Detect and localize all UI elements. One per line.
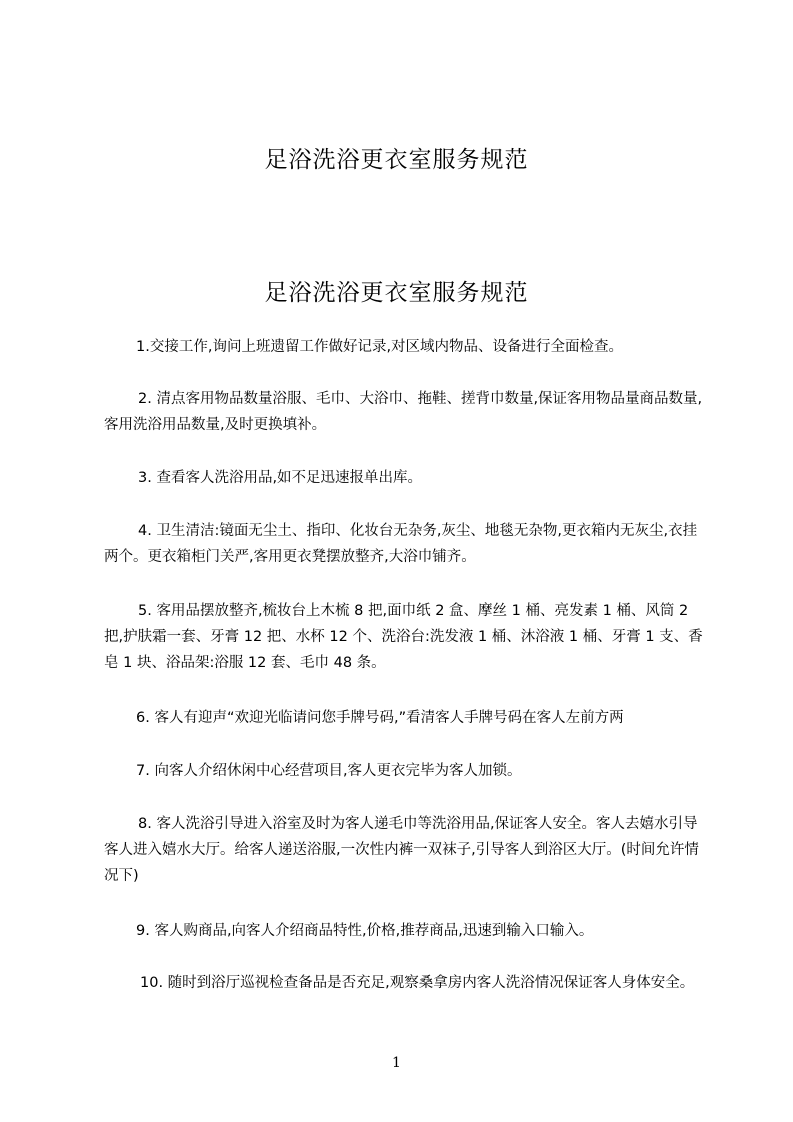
list-item-4: 4. 卫生清洁:镜面无尘土、指印、化妆台无杂务,灰尘、地毯无杂物,更衣箱内无灰尘,衣挂两个。更衣箱柜门关严,客用更衣凳摆放整齐,大浴巾铺齐。 (104, 523, 698, 565)
page-title: 足浴洗浴更衣室服务规范 (264, 147, 529, 173)
list-item-8: 8. 客人洗浴引导进入浴室及时为客人递毛巾等洗浴用品,保证客人安全。客人去嬉水引导客人进入嬉水大厅。给客人递送浴服,一次性内裤一双袜子,引导客人到浴区大厅。(时间允许情况下) (104, 816, 699, 884)
page-number: 1 (392, 1055, 401, 1071)
list-item-9: 9. 客人购商品,向客人介绍商品特性,价格,推荐商品,迅速到输入口输入。 (136, 923, 594, 939)
list-item-1: 1.交接工作,询问上班遗留工作做好记录,对区域内物品、设备进行全面检查。 (136, 339, 624, 355)
list-item-5: 5. 客用品摆放整齐,梳妆台上木梳 8 把,面巾纸 2 盒、摩丝 1 桶、亮发素 1 桶、风筒 2 把,护肤霜一套、牙膏 12 把、水杯 12 个、洗浴台:洗发液 1 桶、沐浴液 1 桶、牙膏 1 支、香皂 1 块、浴品架:浴服 12 套、毛巾 48 条。 (104, 603, 703, 671)
section-title: 足浴洗浴更衣室服务规范 (264, 280, 529, 306)
list-item-10: 10. 随时到浴厅巡视检查备品是否充足,观察桑拿房内客人洗浴情况保证客人身体安全。 (140, 975, 695, 991)
list-item-7: 7. 向客人介绍休闲中心经营项目,客人更衣完毕为客人加锁。 (136, 763, 522, 779)
list-item-6: 6. 客人有迎声“欢迎光临请问您手牌号码,”看清客人手牌号码在客人左前方两 (136, 710, 624, 726)
list-item-3: 3. 查看客人洗浴用品,如不足迅速报单出库。 (138, 470, 423, 486)
list-item-2: 2. 清点客用物品数量浴服、毛巾、大浴巾、拖鞋、搓背巾数量,保证客用物品量商品数量,客用洗浴用品数量,及时更换填补。 (104, 391, 703, 433)
